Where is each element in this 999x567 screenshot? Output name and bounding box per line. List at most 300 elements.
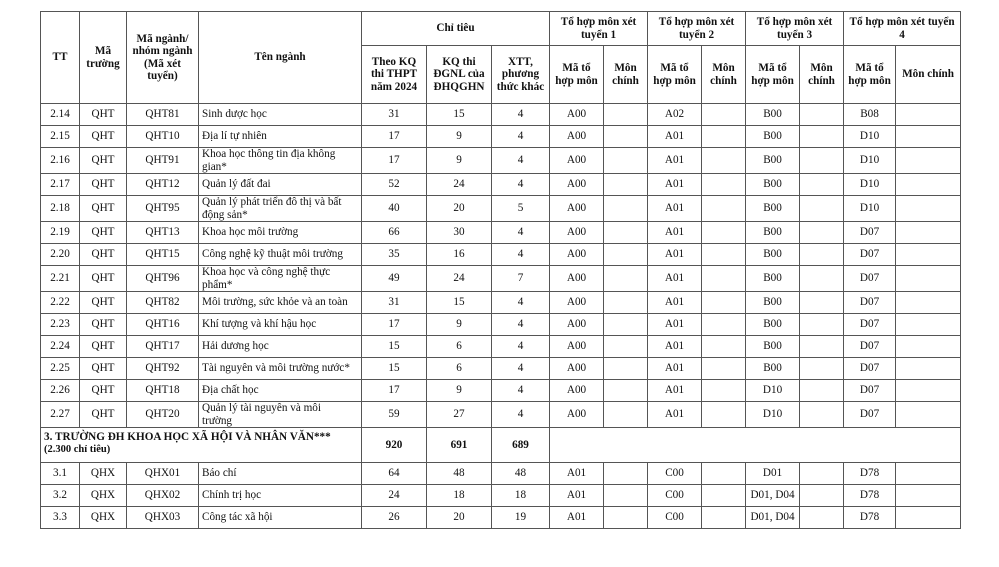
cell-to-hop-3: B00 xyxy=(746,174,800,196)
cell-chi-tieu-xtt: 4 xyxy=(492,148,550,174)
cell-ten-nganh: Khí tượng và khí hậu học xyxy=(199,314,362,336)
cell-mon-chinh-4 xyxy=(896,148,961,174)
cell-to-hop-1: A00 xyxy=(550,148,604,174)
cell-chi-tieu-thpt: 66 xyxy=(362,222,427,244)
cell-mon-chinh-4 xyxy=(896,402,961,428)
ten-nganh-line-1: Khoa học thông tin địa không xyxy=(202,148,336,160)
admission-quota-table xyxy=(40,11,961,529)
cell-mon-chinh-1 xyxy=(604,336,648,358)
cell-to-hop-2: A01 xyxy=(648,126,702,148)
cell-mon-chinh-1 xyxy=(604,244,648,266)
cell-chi-tieu-dgnl: 9 xyxy=(427,314,492,336)
cell-tt: 3.2 xyxy=(41,485,80,507)
cell-to-hop-2: A01 xyxy=(648,174,702,196)
section-row xyxy=(41,428,961,463)
cell-chi-tieu-xtt: 4 xyxy=(492,314,550,336)
ten-nganh-line-2: phẩm* xyxy=(202,278,233,291)
cell-to-hop-4: D10 xyxy=(844,196,896,222)
cell-chi-tieu-dgnl: 6 xyxy=(427,336,492,358)
header-ma-to-hop-1: Mã tổ hợp môn xyxy=(550,46,604,104)
cell-to-hop-4: D10 xyxy=(844,174,896,196)
cell-chi-tieu-thpt: 52 xyxy=(362,174,427,196)
cell-chi-tieu-xtt: 4 xyxy=(492,126,550,148)
table-row xyxy=(41,485,961,507)
cell-to-hop-2: A01 xyxy=(648,244,702,266)
cell-mon-chinh-4 xyxy=(896,174,961,196)
ten-nganh-line-1: Quản lý tài nguyên và môi xyxy=(202,402,321,414)
cell-chi-tieu-dgnl: 20 xyxy=(427,507,492,529)
ten-nganh-line-1: Quản lý phát triển đô thị và bất xyxy=(202,196,342,208)
table-row xyxy=(41,266,961,292)
cell-chi-tieu-dgnl: 24 xyxy=(427,174,492,196)
cell-ma-nganh: QHX02 xyxy=(127,485,199,507)
cell-ten-nganh xyxy=(199,196,362,222)
table-row xyxy=(41,174,961,196)
header-ma-to-hop-2: Mã tổ hợp môn xyxy=(648,46,702,104)
cell-to-hop-1: A00 xyxy=(550,380,604,402)
cell-to-hop-4: D07 xyxy=(844,244,896,266)
cell-mon-chinh-3 xyxy=(800,148,844,174)
cell-to-hop-4: D10 xyxy=(844,126,896,148)
cell-mon-chinh-4 xyxy=(896,336,961,358)
cell-to-hop-2: A01 xyxy=(648,292,702,314)
cell-ma-nganh: QHT17 xyxy=(127,336,199,358)
cell-chi-tieu-thpt: 59 xyxy=(362,402,427,428)
cell-chi-tieu-thpt: 49 xyxy=(362,266,427,292)
cell-mon-chinh-1 xyxy=(604,358,648,380)
header-chi-tieu: Chỉ tiêu xyxy=(362,12,550,46)
cell-ma-truong: QHT xyxy=(80,380,127,402)
cell-to-hop-3: B00 xyxy=(746,244,800,266)
header-ma-to-hop-3: Mã tổ hợp môn xyxy=(746,46,800,104)
cell-ma-truong: QHT xyxy=(80,266,127,292)
cell-chi-tieu-xtt: 4 xyxy=(492,380,550,402)
cell-to-hop-3: B00 xyxy=(746,314,800,336)
cell-mon-chinh-4 xyxy=(896,266,961,292)
cell-chi-tieu-xtt: 7 xyxy=(492,266,550,292)
cell-ten-nganh xyxy=(199,266,362,292)
cell-tt: 3.1 xyxy=(41,463,80,485)
cell-to-hop-3: B00 xyxy=(746,266,800,292)
cell-ma-truong: QHX xyxy=(80,463,127,485)
cell-tt: 2.17 xyxy=(41,174,80,196)
cell-to-hop-1: A00 xyxy=(550,174,604,196)
cell-mon-chinh-3 xyxy=(800,222,844,244)
cell-ma-nganh: QHT13 xyxy=(127,222,199,244)
cell-to-hop-1: A00 xyxy=(550,292,604,314)
cell-mon-chinh-3 xyxy=(800,463,844,485)
cell-mon-chinh-2 xyxy=(702,336,746,358)
cell-mon-chinh-2 xyxy=(702,196,746,222)
cell-chi-tieu-xtt: 5 xyxy=(492,196,550,222)
cell-chi-tieu-dgnl: 9 xyxy=(427,380,492,402)
cell-mon-chinh-4 xyxy=(896,314,961,336)
cell-chi-tieu-thpt: 31 xyxy=(362,104,427,126)
cell-chi-tieu-dgnl: 48 xyxy=(427,463,492,485)
cell-to-hop-3: D01 xyxy=(746,463,800,485)
cell-to-hop-1: A00 xyxy=(550,336,604,358)
cell-chi-tieu-xtt: 19 xyxy=(492,507,550,529)
cell-chi-tieu-thpt: 26 xyxy=(362,507,427,529)
header-ma-to-hop-4: Mã tổ hợp môn xyxy=(844,46,896,104)
section-title xyxy=(41,428,362,463)
table-row xyxy=(41,358,961,380)
cell-to-hop-1: A00 xyxy=(550,104,604,126)
cell-to-hop-1: A01 xyxy=(550,463,604,485)
table-body xyxy=(41,104,961,529)
cell-tt: 2.20 xyxy=(41,244,80,266)
cell-mon-chinh-2 xyxy=(702,126,746,148)
cell-ten-nganh xyxy=(199,402,362,428)
cell-to-hop-2: A01 xyxy=(648,314,702,336)
cell-to-hop-2: A01 xyxy=(648,148,702,174)
cell-ma-truong: QHT xyxy=(80,148,127,174)
cell-mon-chinh-2 xyxy=(702,485,746,507)
cell-to-hop-4: D07 xyxy=(844,266,896,292)
cell-to-hop-4: D07 xyxy=(844,222,896,244)
cell-tt: 2.14 xyxy=(41,104,80,126)
cell-chi-tieu-thpt: 17 xyxy=(362,148,427,174)
cell-mon-chinh-3 xyxy=(800,380,844,402)
cell-to-hop-1: A00 xyxy=(550,402,604,428)
cell-mon-chinh-2 xyxy=(702,104,746,126)
cell-ma-nganh: QHT12 xyxy=(127,174,199,196)
cell-tt: 2.23 xyxy=(41,314,80,336)
cell-chi-tieu-thpt: 15 xyxy=(362,358,427,380)
header-ma-truong: Mã trường xyxy=(80,12,127,104)
cell-mon-chinh-3 xyxy=(800,292,844,314)
cell-ten-nganh: Hải dương học xyxy=(199,336,362,358)
cell-mon-chinh-3 xyxy=(800,358,844,380)
cell-mon-chinh-1 xyxy=(604,292,648,314)
cell-chi-tieu-xtt: 4 xyxy=(492,104,550,126)
cell-chi-tieu-thpt: 17 xyxy=(362,126,427,148)
cell-ma-nganh: QHX03 xyxy=(127,507,199,529)
cell-ten-nganh: Báo chí xyxy=(199,463,362,485)
cell-to-hop-1: A01 xyxy=(550,507,604,529)
cell-ten-nganh: Quản lý đất đai xyxy=(199,174,362,196)
cell-ma-nganh: QHT95 xyxy=(127,196,199,222)
cell-mon-chinh-1 xyxy=(604,196,648,222)
cell-mon-chinh-4 xyxy=(896,222,961,244)
cell-to-hop-3: B00 xyxy=(746,336,800,358)
table-header xyxy=(41,12,961,104)
cell-to-hop-2: A01 xyxy=(648,196,702,222)
table-row xyxy=(41,507,961,529)
cell-to-hop-2: A01 xyxy=(648,358,702,380)
cell-mon-chinh-1 xyxy=(604,148,648,174)
cell-mon-chinh-4 xyxy=(896,358,961,380)
header-mon-chinh-4: Môn chính xyxy=(896,46,961,104)
cell-tt: 2.22 xyxy=(41,292,80,314)
cell-to-hop-4: D07 xyxy=(844,402,896,428)
cell-to-hop-2: A01 xyxy=(648,380,702,402)
cell-ten-nganh: Địa chất học xyxy=(199,380,362,402)
cell-to-hop-4: D07 xyxy=(844,292,896,314)
cell-mon-chinh-3 xyxy=(800,402,844,428)
cell-mon-chinh-3 xyxy=(800,126,844,148)
table-row xyxy=(41,222,961,244)
cell-mon-chinh-4 xyxy=(896,196,961,222)
cell-chi-tieu-dgnl: 20 xyxy=(427,196,492,222)
cell-tt: 2.15 xyxy=(41,126,80,148)
cell-to-hop-2: C00 xyxy=(648,507,702,529)
cell-ma-truong: QHX xyxy=(80,485,127,507)
cell-chi-tieu-thpt: 35 xyxy=(362,244,427,266)
header-to-hop-2: Tổ hợp môn xét tuyển 2 xyxy=(648,12,746,46)
cell-mon-chinh-3 xyxy=(800,266,844,292)
cell-mon-chinh-2 xyxy=(702,314,746,336)
cell-ten-nganh xyxy=(199,148,362,174)
cell-ma-nganh: QHT16 xyxy=(127,314,199,336)
cell-to-hop-4: B08 xyxy=(844,104,896,126)
cell-mon-chinh-3 xyxy=(800,507,844,529)
table-row xyxy=(41,244,961,266)
cell-ma-nganh: QHT81 xyxy=(127,104,199,126)
cell-mon-chinh-2 xyxy=(702,507,746,529)
cell-to-hop-3: B00 xyxy=(746,126,800,148)
table-row xyxy=(41,196,961,222)
cell-ten-nganh: Sinh dược học xyxy=(199,104,362,126)
cell-chi-tieu-dgnl: 27 xyxy=(427,402,492,428)
cell-tt: 2.21 xyxy=(41,266,80,292)
header-to-hop-1: Tổ hợp môn xét tuyển 1 xyxy=(550,12,648,46)
cell-to-hop-4: D10 xyxy=(844,148,896,174)
cell-mon-chinh-4 xyxy=(896,507,961,529)
cell-to-hop-2: A02 xyxy=(648,104,702,126)
cell-mon-chinh-1 xyxy=(604,485,648,507)
cell-mon-chinh-1 xyxy=(604,266,648,292)
cell-mon-chinh-2 xyxy=(702,402,746,428)
cell-ma-truong: QHT xyxy=(80,174,127,196)
cell-to-hop-1: A00 xyxy=(550,266,604,292)
cell-chi-tieu-dgnl: 24 xyxy=(427,266,492,292)
cell-mon-chinh-4 xyxy=(896,104,961,126)
cell-ten-nganh: Công tác xã hội xyxy=(199,507,362,529)
cell-tt: 2.26 xyxy=(41,380,80,402)
cell-chi-tieu-dgnl: 18 xyxy=(427,485,492,507)
table-row xyxy=(41,336,961,358)
header-mon-chinh-1: Môn chính xyxy=(604,46,648,104)
cell-chi-tieu-xtt: 4 xyxy=(492,222,550,244)
cell-ma-nganh: QHT15 xyxy=(127,244,199,266)
cell-to-hop-4: D07 xyxy=(844,314,896,336)
cell-ma-nganh: QHT10 xyxy=(127,126,199,148)
cell-mon-chinh-4 xyxy=(896,380,961,402)
cell-to-hop-3: D01, D04 xyxy=(746,507,800,529)
cell-to-hop-1: A00 xyxy=(550,196,604,222)
cell-mon-chinh-4 xyxy=(896,126,961,148)
table-row xyxy=(41,104,961,126)
cell-tt: 2.27 xyxy=(41,402,80,428)
table-row xyxy=(41,463,961,485)
ten-nganh-line-2: trường xyxy=(202,414,233,427)
cell-chi-tieu-thpt: 15 xyxy=(362,336,427,358)
cell-chi-tieu-thpt: 24 xyxy=(362,485,427,507)
ten-nganh-line-1: Khoa học và công nghệ thực xyxy=(202,266,331,278)
table-row xyxy=(41,402,961,428)
cell-chi-tieu-dgnl: 9 xyxy=(427,126,492,148)
cell-to-hop-4: D78 xyxy=(844,463,896,485)
cell-mon-chinh-2 xyxy=(702,380,746,402)
cell-tt: 2.25 xyxy=(41,358,80,380)
header-mon-chinh-3: Môn chính xyxy=(800,46,844,104)
cell-to-hop-3: B00 xyxy=(746,292,800,314)
cell-tt: 2.24 xyxy=(41,336,80,358)
cell-mon-chinh-1 xyxy=(604,463,648,485)
table-row xyxy=(41,314,961,336)
cell-ma-truong: QHT xyxy=(80,314,127,336)
cell-mon-chinh-1 xyxy=(604,222,648,244)
cell-to-hop-4: D07 xyxy=(844,358,896,380)
cell-mon-chinh-1 xyxy=(604,104,648,126)
cell-mon-chinh-1 xyxy=(604,380,648,402)
cell-chi-tieu-xtt: 4 xyxy=(492,358,550,380)
cell-to-hop-2: A01 xyxy=(648,336,702,358)
cell-ten-nganh: Môi trường, sức khỏe và an toàn xyxy=(199,292,362,314)
cell-mon-chinh-1 xyxy=(604,174,648,196)
cell-to-hop-4: D07 xyxy=(844,380,896,402)
cell-mon-chinh-1 xyxy=(604,507,648,529)
cell-ten-nganh: Địa lí tự nhiên xyxy=(199,126,362,148)
cell-mon-chinh-2 xyxy=(702,292,746,314)
cell-chi-tieu-xtt: 4 xyxy=(492,174,550,196)
cell-to-hop-3: D10 xyxy=(746,380,800,402)
cell-mon-chinh-3 xyxy=(800,244,844,266)
cell-chi-tieu-thpt: 17 xyxy=(362,314,427,336)
cell-chi-tieu-thpt: 40 xyxy=(362,196,427,222)
cell-to-hop-1: A00 xyxy=(550,222,604,244)
cell-to-hop-1: A00 xyxy=(550,244,604,266)
cell-ma-truong: QHT xyxy=(80,402,127,428)
header-ten-nganh: Tên ngành xyxy=(199,12,362,104)
cell-to-hop-2: A01 xyxy=(648,402,702,428)
table-row xyxy=(41,126,961,148)
cell-mon-chinh-3 xyxy=(800,485,844,507)
cell-tt: 3.3 xyxy=(41,507,80,529)
cell-ma-truong: QHT xyxy=(80,336,127,358)
cell-ma-nganh: QHT96 xyxy=(127,266,199,292)
cell-ma-nganh: QHT20 xyxy=(127,402,199,428)
cell-to-hop-3: B00 xyxy=(746,104,800,126)
cell-mon-chinh-2 xyxy=(702,222,746,244)
cell-mon-chinh-2 xyxy=(702,358,746,380)
header-ma-nganh: Mã ngành/ nhóm ngành (Mã xét tuyển) xyxy=(127,12,199,104)
cell-mon-chinh-4 xyxy=(896,485,961,507)
cell-ma-nganh: QHX01 xyxy=(127,463,199,485)
cell-chi-tieu-dgnl: 15 xyxy=(427,292,492,314)
cell-chi-tieu-thpt: 31 xyxy=(362,292,427,314)
cell-tt: 2.19 xyxy=(41,222,80,244)
ten-nganh-line-2: gian* xyxy=(202,160,227,173)
cell-to-hop-4: D78 xyxy=(844,485,896,507)
cell-chi-tieu-dgnl: 9 xyxy=(427,148,492,174)
cell-chi-tieu-xtt: 18 xyxy=(492,485,550,507)
cell-mon-chinh-3 xyxy=(800,314,844,336)
cell-ten-nganh: Chính trị học xyxy=(199,485,362,507)
cell-to-hop-3: D10 xyxy=(746,402,800,428)
cell-mon-chinh-4 xyxy=(896,463,961,485)
cell-to-hop-3: B00 xyxy=(746,222,800,244)
cell-to-hop-1: A00 xyxy=(550,314,604,336)
cell-mon-chinh-2 xyxy=(702,174,746,196)
cell-mon-chinh-4 xyxy=(896,244,961,266)
cell-chi-tieu-xtt: 4 xyxy=(492,292,550,314)
cell-to-hop-4: D07 xyxy=(844,336,896,358)
cell-mon-chinh-2 xyxy=(702,244,746,266)
header-to-hop-3: Tổ hợp môn xét tuyển 3 xyxy=(746,12,844,46)
section-title-name: 3. TRƯỜNG ĐH KHOA HỌC XÃ HỘI VÀ NHÂN VĂN*** xyxy=(44,431,331,443)
header-tt: TT xyxy=(41,12,80,104)
section-total-thpt: 920 xyxy=(362,428,427,463)
cell-ma-truong: QHT xyxy=(80,222,127,244)
cell-mon-chinh-3 xyxy=(800,174,844,196)
cell-to-hop-3: D01, D04 xyxy=(746,485,800,507)
cell-mon-chinh-2 xyxy=(702,463,746,485)
cell-ten-nganh: Công nghệ kỹ thuật môi trường xyxy=(199,244,362,266)
cell-ten-nganh: Tài nguyên và môi trường nước* xyxy=(199,358,362,380)
table-row xyxy=(41,292,961,314)
cell-ten-nganh: Khoa học môi trường xyxy=(199,222,362,244)
header-kq-dgnl: KQ thi ĐGNL của ĐHQGHN xyxy=(427,46,492,104)
cell-ma-truong: QHT xyxy=(80,292,127,314)
cell-ma-truong: QHT xyxy=(80,104,127,126)
cell-ma-nganh: QHT91 xyxy=(127,148,199,174)
cell-chi-tieu-thpt: 17 xyxy=(362,380,427,402)
cell-to-hop-2: A01 xyxy=(648,222,702,244)
cell-chi-tieu-dgnl: 15 xyxy=(427,104,492,126)
cell-mon-chinh-1 xyxy=(604,314,648,336)
cell-to-hop-1: A00 xyxy=(550,358,604,380)
cell-ma-truong: QHT xyxy=(80,358,127,380)
cell-mon-chinh-1 xyxy=(604,402,648,428)
table-row xyxy=(41,148,961,174)
cell-chi-tieu-xtt: 4 xyxy=(492,402,550,428)
cell-ma-nganh: QHT82 xyxy=(127,292,199,314)
cell-to-hop-3: B00 xyxy=(746,196,800,222)
cell-mon-chinh-3 xyxy=(800,336,844,358)
header-xtt: XTT, phương thức khác xyxy=(492,46,550,104)
cell-ma-truong: QHT xyxy=(80,244,127,266)
cell-to-hop-2: A01 xyxy=(648,266,702,292)
cell-tt: 2.18 xyxy=(41,196,80,222)
cell-chi-tieu-thpt: 64 xyxy=(362,463,427,485)
ten-nganh-line-2: động sản* xyxy=(202,208,248,221)
table-row xyxy=(41,380,961,402)
cell-mon-chinh-1 xyxy=(604,126,648,148)
cell-ma-nganh: QHT18 xyxy=(127,380,199,402)
cell-ma-nganh: QHT92 xyxy=(127,358,199,380)
cell-mon-chinh-2 xyxy=(702,266,746,292)
section-title-quota: (2.300 chỉ tiêu) xyxy=(44,443,111,455)
cell-chi-tieu-dgnl: 30 xyxy=(427,222,492,244)
cell-chi-tieu-xtt: 48 xyxy=(492,463,550,485)
cell-to-hop-3: B00 xyxy=(746,148,800,174)
cell-chi-tieu-dgnl: 6 xyxy=(427,358,492,380)
cell-ma-truong: QHT xyxy=(80,196,127,222)
cell-chi-tieu-xtt: 4 xyxy=(492,336,550,358)
cell-mon-chinh-4 xyxy=(896,292,961,314)
cell-to-hop-1: A00 xyxy=(550,126,604,148)
section-total-dgnl: 691 xyxy=(427,428,492,463)
cell-ma-truong: QHT xyxy=(80,126,127,148)
cell-to-hop-4: D78 xyxy=(844,507,896,529)
header-theo-kq-thpt: Theo KQ thi THPT năm 2024 xyxy=(362,46,427,104)
cell-mon-chinh-3 xyxy=(800,196,844,222)
cell-to-hop-2: C00 xyxy=(648,463,702,485)
cell-mon-chinh-2 xyxy=(702,148,746,174)
cell-mon-chinh-3 xyxy=(800,104,844,126)
